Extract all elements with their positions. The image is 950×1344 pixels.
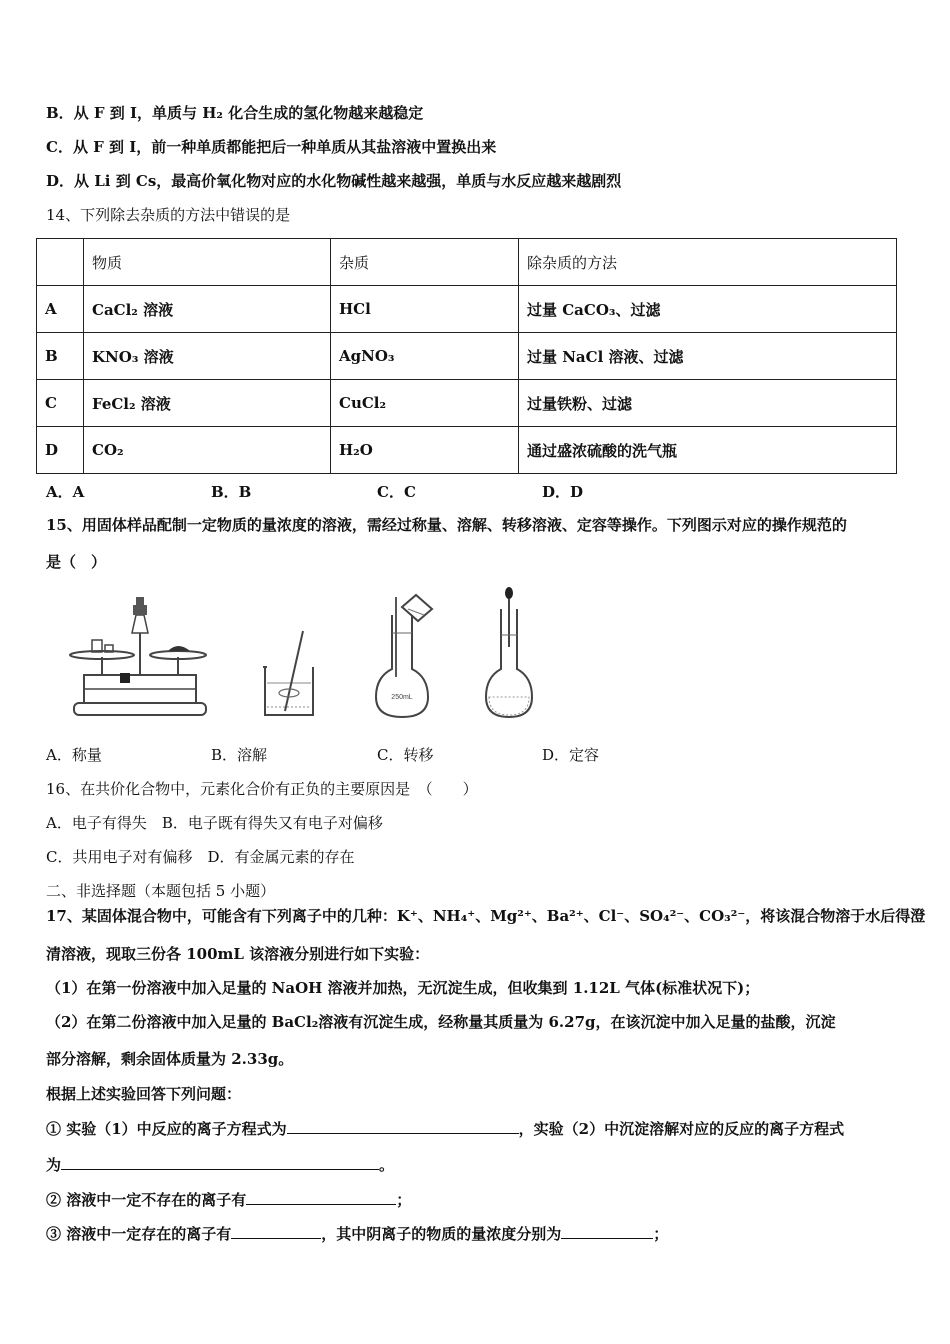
table-cell: CuCl₂ xyxy=(331,380,519,427)
table-header-row xyxy=(37,239,897,286)
flask-transfer-figure xyxy=(368,585,453,720)
table-cell: KNO₃ 溶液 xyxy=(84,333,331,380)
answer-blank[interactable] xyxy=(287,1117,519,1134)
q17-sub2-text: ② 溶液中一定不存在的离子有 xyxy=(46,1191,247,1209)
q17-sub3-end: ； xyxy=(653,1225,669,1243)
q14-table xyxy=(36,238,897,474)
table-cell: AgNO₃ xyxy=(331,333,519,380)
table-row xyxy=(37,427,897,474)
q17-experiment-2-cont: 部分溶解，剩余固体质量为 2.33g。 xyxy=(46,1050,294,1068)
table-row xyxy=(37,380,897,427)
q17-experiment-1: （1）在第一份溶液中加入足量的 NaOH 溶液并加热，无沉淀生成，但收集到 1.12L 气体(标准状况下)； xyxy=(46,979,760,997)
q15-option-b[interactable]: B．溶解 xyxy=(211,746,268,764)
table-cell: CO₂ xyxy=(84,427,331,474)
table-cell: FeCl₂ 溶液 xyxy=(84,380,331,427)
q14-stem: 14、下列除去杂质的方法中错误的是 xyxy=(46,206,291,224)
table-cell: H₂O xyxy=(331,427,519,474)
flask-define-volume-figure xyxy=(480,585,540,720)
q17-sub1-end: 。 xyxy=(379,1156,395,1174)
answer-blank[interactable] xyxy=(231,1222,321,1239)
q17-stem-cont: 清溶液，现取三份各 100mL 该溶液分别进行如下实验： xyxy=(46,945,430,963)
q17-stem: 17、某固体混合物中，可能含有下列离子中的几种：K⁺、NH₄⁺、Mg²⁺、Ba²⁺、Cl⁻、SO₄²⁻、CO₃²⁻，将该混合物溶于水后得澄 xyxy=(46,907,926,925)
table-cell: C xyxy=(37,380,84,427)
answer-blank[interactable] xyxy=(61,1153,379,1170)
table-row xyxy=(37,286,897,333)
q14-option-a[interactable]: A．A xyxy=(46,483,85,501)
q16-stem: 16、在共价化合物中，元素化合价有正负的主要原因是 （ ） xyxy=(46,780,478,798)
q15-option-c[interactable]: C．转移 xyxy=(377,746,434,764)
q14-option-b[interactable]: B．B xyxy=(211,483,252,501)
flask-label: 250mL xyxy=(391,694,413,701)
q17-sub1 xyxy=(46,1117,844,1139)
q16-options-row2: C．共用电子对有偏移 D．有金属元素的存在 xyxy=(46,848,355,866)
table-cell: 杂质 xyxy=(331,239,519,286)
table-cell: 过量 CaCO₃、过滤 xyxy=(519,286,897,333)
table-cell: CaCl₂ 溶液 xyxy=(84,286,331,333)
table-cell: HCl xyxy=(331,286,519,333)
answer-blank[interactable] xyxy=(246,1188,396,1205)
beaker-dissolve-figure xyxy=(255,585,325,720)
balance-scale-figure xyxy=(62,585,212,720)
q15-option-a[interactable]: A．称量 xyxy=(46,746,102,764)
table-cell: 过量铁粉、过滤 xyxy=(519,380,897,427)
q14-option-c[interactable]: C．C xyxy=(377,483,416,501)
q13-option-d: D．从 Li 到 Cs，最高价氧化物对应的水化物碱性越来越强，单质与水反应越来越剧烈 xyxy=(46,172,622,190)
q17-sub1-prefix: 为 xyxy=(46,1156,62,1174)
q14-option-d[interactable]: D．D xyxy=(542,483,584,501)
q13-option-c: C．从 F 到 I，前一种单质都能把后一种单质从其盐溶液中置换出来 xyxy=(46,138,497,156)
q15-stem: 15、用固体样品配制一定物质的量浓度的溶液，需经过称量、溶解、转移溶液、定容等操作。下列图示对应的操作规范的 xyxy=(46,516,847,534)
section-heading: 二、非选择题（本题包括 5 小题） xyxy=(46,882,276,900)
table-cell: 通过盛浓硫酸的洗气瓶 xyxy=(519,427,897,474)
q17-prompt: 根据上述实验回答下列问题： xyxy=(46,1085,242,1103)
table-cell: A xyxy=(37,286,84,333)
q15-option-d[interactable]: D．定容 xyxy=(542,746,600,764)
table-cell: 过量 NaCl 溶液、过滤 xyxy=(519,333,897,380)
q17-sub2 xyxy=(46,1188,411,1210)
q17-sub1-text-cont: ，实验（2）中沉淀溶解对应的反应的离子方程式 xyxy=(518,1120,845,1138)
table-cell: 除杂质的方法 xyxy=(519,239,897,286)
q17-sub3 xyxy=(46,1222,668,1244)
table-row xyxy=(37,333,897,380)
table-cell xyxy=(37,239,84,286)
q13-option-b: B．从 F 到 I，单质与 H₂ 化合生成的氢化物越来越稳定 xyxy=(46,104,424,122)
table-cell: B xyxy=(37,333,84,380)
q16-options-row1: A．电子有得失 B．电子既有得失又有电子对偏移 xyxy=(46,814,383,832)
q15-stem-cont: 是（ ） xyxy=(46,553,107,571)
q17-sub1-text: ① 实验（1）中反应的离子方程式为 xyxy=(46,1120,287,1138)
q17-sub2-end: ； xyxy=(396,1191,412,1209)
answer-blank[interactable] xyxy=(561,1222,653,1239)
q17-sub1-cont xyxy=(46,1153,394,1175)
table-cell: 物质 xyxy=(84,239,331,286)
q17-sub3-text-cont: ，其中阴离子的物质的量浓度分别为 xyxy=(321,1225,562,1243)
table-cell: D xyxy=(37,427,84,474)
q17-sub3-text: ③ 溶液中一定存在的离子有 xyxy=(46,1225,232,1243)
q17-experiment-2: （2）在第二份溶液中加入足量的 BaCl₂溶液有沉淀生成，经称量其质量为 6.27g，在该沉淀中加入足量的盐酸，沉淀 xyxy=(46,1013,836,1031)
